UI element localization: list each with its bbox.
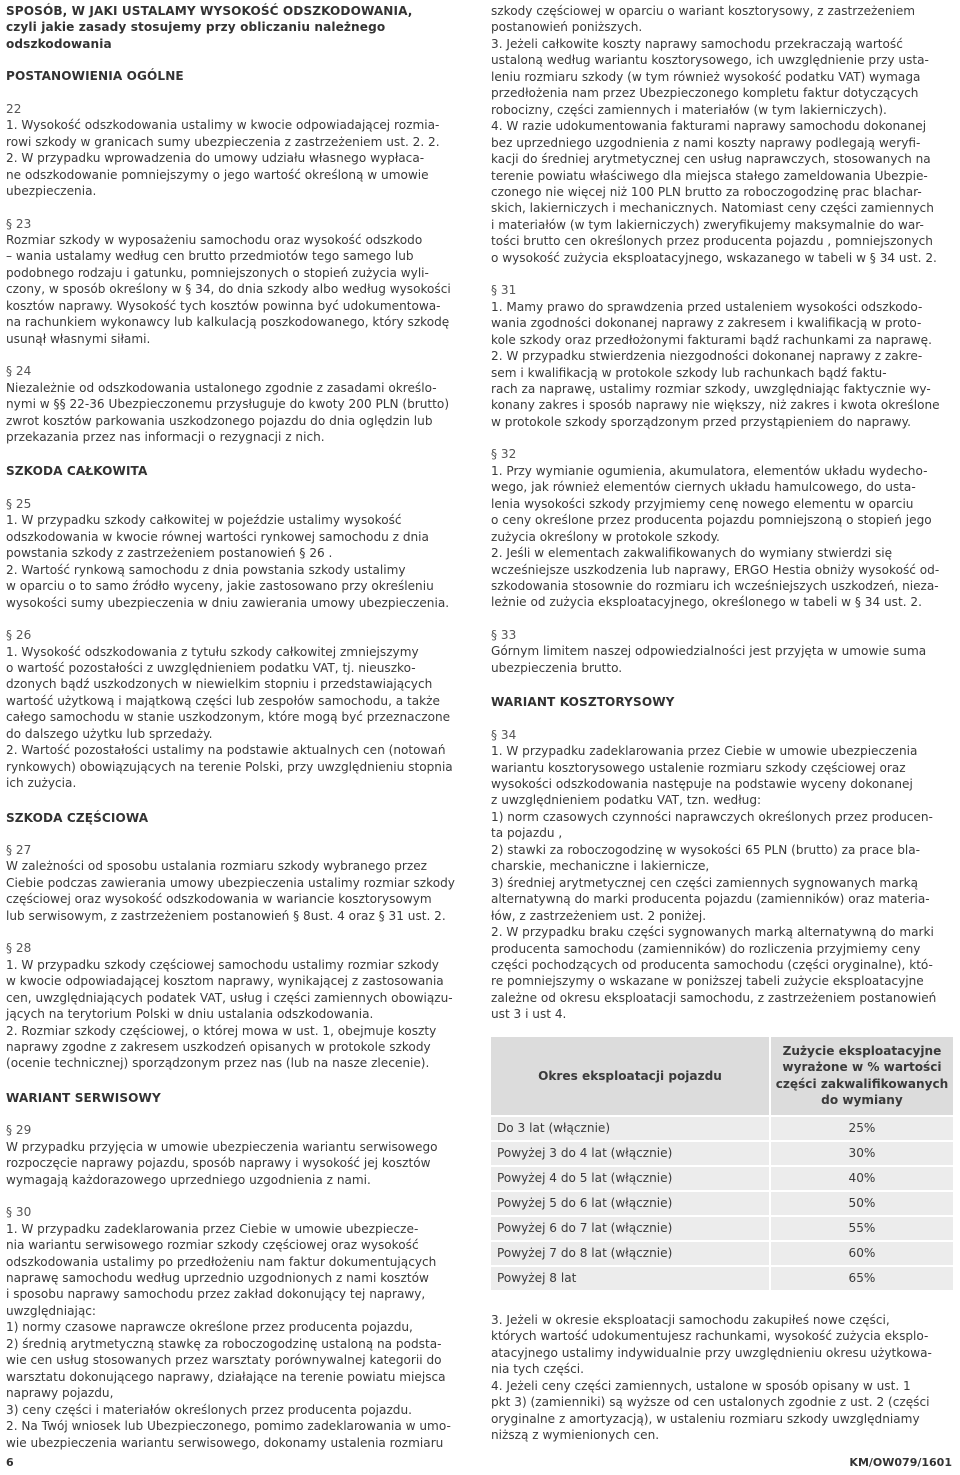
row-period: Powyżej 5 do 6 lat (włącznie) <box>491 1191 770 1216</box>
table-row <box>491 1216 953 1241</box>
wear-table-header <box>491 1037 953 1116</box>
main-title: SPOSÓB, W JAKI USTALAMY WYSOKOŚĆ ODSZKODOWANIA, <box>6 4 413 18</box>
estimate-variant-heading: WARIANT KOSZTORYSOWY <box>491 695 675 710</box>
table-row <box>491 1191 953 1216</box>
main-subtitle: czyli jakie zasady stosujemy przy obliczaniu należnego odszkodowania <box>6 20 386 51</box>
service-variant-heading: WARIANT SERWISOWY <box>6 1090 161 1105</box>
section-27-text: W zależności od sposobu ustalania rozmiaru szkody wybranego przez Ciebie podczas zawierania umowy ubezpieczenia ustalimy rozmiar szkody częściowej oraz wysokość odszkodowania w wariancie kosztorysowym lub serwisowym, z zastrzeżeniem postanowień § 8ust. 4 oraz § 31 ust. 2. <box>6 859 455 923</box>
total-loss-heading: SZKODA CAŁKOWITA <box>6 464 148 479</box>
row-period: Powyżej 6 do 7 lat (włącznie) <box>491 1216 770 1241</box>
section-28-text: 1. W przypadku szkody częściowej samochodu ustalimy rozmiar szkody w kwocie odpowiadającej kosztom naprawy, wynikającej z zastosowania cen, uwzględniających podatek VAT, usług i części zamiennych obowiązu- jących na terytorium Polski w dniu ustalania odszkodowania. 2. Rozmiar szkody częściowej, o której mowa w ust. 1, obejmuje koszty naprawy zgodne z zakresem uszkodzeń opisanych w protokole szkody (ocenie technicznej) sporządzonym przez nas (lub na nasze zlecenie). <box>6 957 453 1071</box>
document-code: KM/OW079/1601 <box>849 1456 952 1469</box>
section-29-text: W przypadku przyjęcia w umowie ubezpieczenia wariantu serwisowego rozpoczęcie naprawy pojazdu, sposób naprawy i wysokość jej kosztów wymagają każdorazowego uprzedniego uzgodnienia z nami. <box>6 1139 438 1187</box>
section-24-number: § 24 <box>6 364 32 379</box>
general-provisions-heading: POSTANOWIENIA OGÓLNE <box>6 69 184 84</box>
row-period: Powyżej 4 do 5 lat (włącznie) <box>491 1166 770 1191</box>
row-value: 65% <box>770 1266 953 1291</box>
section-22-number: 22 <box>6 101 22 116</box>
table-row <box>491 1266 953 1291</box>
section-30-continuation: szkody częściowej w oparciu o wariant kosztorysowy, z zastrzeżeniem postanowień poniższych. 3. Jeżeli całkowite koszty naprawy samochodu przekraczają wartość ustaloną według wariantu kosztorysowego, ich uwzględnienie przy usta- leniu rozmiaru szkody (w tym również wysokość podatku VAT) wymaga przedłożenia nam przez Ubezpieczonego kompletu faktur dotyczących robocizny, części zamiennych i materiałów (w tym lakierniczych). 4. W razie udokumentowania fakturami naprawy samochodu dokonanej bez uprzedniego uzgodnienia z nami koszty naprawy podlegają weryfi- kacji do średniej arytmetycznej cen usług naprawczych, stosowanych na terenie powiatu właściwego dla miejsca stałego zameldowania Ubezpie- czonego nie więcej niż 100 PLN brutto za roboczogodzinę prac blachar- skich, lakierniczych i mechanicznych. Natomiast ceny części zamiennych i materiałów (w tym lakierniczych) zweryfikujemy maksymalnie do war- tości brutto cen określonych przez producenta pojazdu , pomniejszonych o wysokość zużycia eksploatacyjnego, wskazanego w tabeli w § 34 ust. 2. <box>491 4 937 265</box>
section-26-number: § 26 <box>6 628 32 643</box>
row-value: 25% <box>770 1116 953 1141</box>
section-23-text: Rozmiar szkody w wyposażeniu samochodu oraz wysokość odszkodo – wania ustalamy według cen brutto przedmiotów tego samego lub podobnego rodzaju i gatunku, pomniejszonych o stopień zużycia wyli- czony, w sposób określony w § 34, do dnia szkody albo według wysokości kosztów naprawy. Wysokość tych kosztów powinna być udokumentowa- na rachunkiem wykonawcy lub kalkulacją poszkodowanego, który szkodę usunął własnymi siłami. <box>6 232 451 346</box>
table-row <box>491 1141 953 1166</box>
section-33-text: Górnym limitem naszej odpowiedzialności jest przyjęta w umowie suma ubezpieczenia brutto. <box>491 644 927 675</box>
section-32-text: 1. Przy wymianie ogumienia, akumulatora, elementów układu wydecho- wego, jak również elementów ciernych układu hamulcowego, do usta- lenia wysokości szkody przyjmiemy cenę nowego elementu w oparciu o ceny określone przez producenta pojazdu pomniejszoną o stopień jego zużycia określony w protokole szkody. 2. Jeśli w elementach zakwalifikowanych do wymiany stwierdzi się wcześniejsze uszkodzenia lub naprawy, ERGO Hestia obniży wysokość od- szkodowania stosownie do rozmiaru ich wcześniejszych uszkodzeń, nieza- leżnie od zużycia eksploatacyjnego, określonego w tabeli w § 34 ust. 2. <box>491 463 940 610</box>
section-25-number: § 25 <box>6 496 32 511</box>
wear-table-col-period: Okres eksploatacji pojazdu <box>491 1037 770 1116</box>
section-34-after-table: 3. Jeżeli w okresie eksploatacji samochodu zakupiłeś nowe części, których wartość udokumentujesz rachunkami, wysokość zużycia eksplo- atacyjnego ustalimy indywidualnie przy uwzględnieniu okresu użytkowa- nia tych części. 4. Jeżeli ceny części zamiennych, ustalone w sposób opisany w ust. 1 pkt 3) (zamienniki) są wyższe od cen ustalonych zgodnie z ust. 2 (części oryginalne z amortyzacją), w ustaleniu rozmiaru szkody uwzględniamy niższą z wymienionych cen. <box>491 1312 932 1442</box>
row-period: Powyżej 8 lat <box>491 1266 770 1291</box>
wear-table-col-value: Zużycie eksploatacyjne wyrażone w % wartości części zakwalifikowanych do wymiany <box>770 1037 953 1116</box>
section-31-number: § 31 <box>491 283 517 298</box>
section-33-number: § 33 <box>491 627 517 642</box>
wear-table <box>491 1037 953 1292</box>
row-period: Powyżej 3 do 4 lat (włącznie) <box>491 1141 770 1166</box>
section-31-text: 1. Mamy prawo do sprawdzenia przed ustaleniem wysokości odszkodo- wania zgodności dokonanej naprawy z zakresem i kwalifikacją w proto- kole szkody oraz przedłożonymi fakturami bądź rachunkami za naprawę. 2. W przypadku stwierdzenia niezgodności dokonanej naprawy z zakre- sem i kwalifikacją w protokole szkody lub rachunkach bądź faktu- rach za naprawę, ustalimy rozmiar szkody, uwzględniając faktycznie wy- konany zakres i sposób naprawy nie większy, niż zakres i kwota określone w protokole szkody sporządzonym przed przystąpieniem do naprawy. <box>491 299 940 429</box>
row-value: 50% <box>770 1191 953 1216</box>
partial-loss-heading: SZKODA CZĘŚCIOWA <box>6 810 149 825</box>
section-26-text: 1. Wysokość odszkodowania z tytułu szkody całkowitej zmniejszymy o wartość pozostałości z uwzględnieniem podatku VAT, tj. nieuszko- dzonych bądź uszkodzonych w niewielkim stopniu i przedstawiających wartość użytkową i majątkową części lub zespołów samochodu, a także całego samochodu w stanie uszkodzonym, które mogą być przeznaczone do dalszego użytku lub sprzedaży. 2. Wartość pozostałości ustalimy na podstawie aktualnych cen (notowań rynkowych) obowiązujących na terenie Polski, przy uwzględnieniu stopnia ich zużycia. <box>6 644 453 791</box>
table-row <box>491 1116 953 1141</box>
table-row <box>491 1241 953 1266</box>
row-value: 40% <box>770 1166 953 1191</box>
section-30-text: 1. W przypadku zadeklarowania przez Ciebie w umowie ubezpiecze- nia wariantu serwisowego rozmiar szkody częściowej oraz wysokość odszkodowania ustalimy po przedłożeniu nam faktur dokumentujących naprawę samochodu według uprzednio uzgodnionych z nami kosztów i sposobu naprawy samochodu przez zakład dokonujący tej naprawy, uwzględniając: 1) normy czasowe naprawcze określone przez producenta pojazdu, 2) średnią arytmetyczną stawkę za roboczogodzinę ustaloną na podsta- wie cen usług stosowanych przez warsztaty porównywalnej kategorii do warsztatu dokonującego naprawy, działające na terenie powiatu miejsca naprawy pojazdu, 3) ceny części i materiałów określonych przez producenta pojazdu. 2. Na Twój wniosek lub Ubezpieczonego, pomimo zadeklarowania w umo- wie ubezpieczenia wariantu serwisowego, dokonamy ustalenia rozmiaru <box>6 1221 451 1450</box>
section-28-number: § 28 <box>6 941 32 956</box>
section-30-number: § 30 <box>6 1205 32 1220</box>
section-22-text: 1. Wysokość odszkodowania ustalimy w kwocie odpowiadającej rozmia- rowi szkody w granicach sumy ubezpieczenia z zastrzeżeniem ust. 2. 2. 2. W przypadku wprowadzenia do umowy udziału własnego wypłaca- ne odszkodowanie pomniejszymy o jego wartość określoną w umowie ubezpieczenia. <box>6 118 440 199</box>
section-25-text: 1. W przypadku szkody całkowitej w pojeździe ustalimy wysokość odszkodowania w kwocie równej wartości rynkowej samochodu z dnia powstania szkody z zastrzeżeniem postanowień § 26 . 2. Wartość rynkową samochodu z dnia powstania szkody ustalimy w oparciu o to samo źródło wyceny, jakie zastosowano przy określeniu wysokości sumy ubezpieczenia w dniu zawierania umowy ubezpieczenia. <box>6 513 450 610</box>
section-34-text: 1. W przypadku zadeklarowania przez Ciebie w umowie ubezpieczenia wariantu kosztorysowego ustalenie rozmiaru szkody częściowej oraz wysokości odszkodowania następuje na podstawie wyceny dokonanej z uwzględnieniem podatku VAT, tzn. według: 1) norm czasowych czynności naprawczych określonych przez producen- ta pojazdu , 2) stawki za roboczogodzinę w wysokości 65 PLN (brutto) za prace bla- charskie, mechaniczne i lakiernicze, 3) średniej arytmetycznej cen części zamiennych sygnowanych marką alternatywną do marki producenta pojazdu (zamienników) oraz materia- łów, z zastrzeżeniem ust. 2 poniżej. 2. W przypadku braku części sygnowanych marką alternatywną do marki producenta samochodu (zamienników) do rozliczenia przyjmiemy ceny części pochodzących od producenta samochodu (części oryginalne), któ- re pomniejszymy o wskazane w poniższej tabeli zużycie eksploatacyjne zależne od okresu eksploatacji samochodu, z zastrzeżeniem postanowień ust 3 i ust 4. <box>491 744 937 1022</box>
section-23-number: § 23 <box>6 216 32 231</box>
row-period: Do 3 lat (włącznie) <box>491 1116 770 1141</box>
page-number: 6 <box>6 1456 14 1469</box>
row-value: 30% <box>770 1141 953 1166</box>
row-value: 55% <box>770 1216 953 1241</box>
row-period: Powyżej 7 do 8 lat (włącznie) <box>491 1241 770 1266</box>
right-column <box>491 3 953 1443</box>
section-27-number: § 27 <box>6 843 32 858</box>
left-column <box>6 3 466 1451</box>
section-34-number: § 34 <box>491 727 517 742</box>
section-29-number: § 29 <box>6 1123 32 1138</box>
section-24-text: Niezależnie od odszkodowania ustalonego zgodnie z zasadami określo- nymi w §§ 22-36 Ubezpieczonemu przysługuje do kwoty 200 PLN (brutto) zwrot kosztów parkowania uszkodzonego pojazdu do dnia oględzin lub przekazania przez nas informacji o rezygnacji z nich. <box>6 380 450 444</box>
row-value: 60% <box>770 1241 953 1266</box>
section-32-number: § 32 <box>491 447 517 462</box>
table-row <box>491 1166 953 1191</box>
